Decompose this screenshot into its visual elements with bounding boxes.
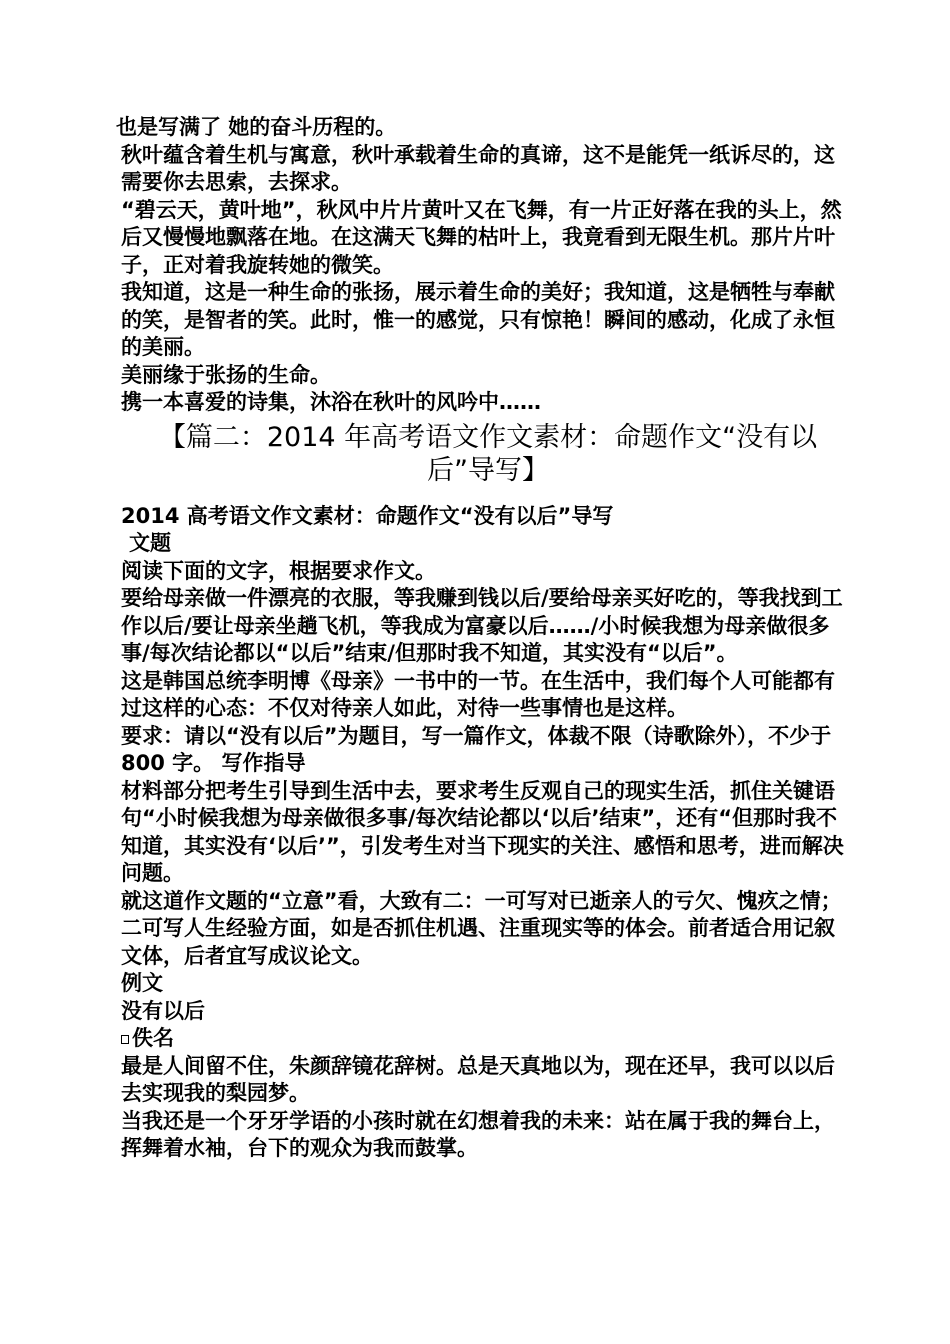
- essay-title: 没有以后: [121, 998, 205, 1023]
- paragraph: 要给母亲做一件漂亮的衣服，等我赚到钱以后/要给母亲买好吃的，等我找到工作以后/要让母亲坐趟飞机，等我成为富豪以后……/小时候我想为母亲做很多事/每次结论都以“以后”结束/但那时我不知道，其实没有“以后”。: [121, 586, 843, 665]
- paragraph: 携一本喜爱的诗集，沐浴在秋叶的风吟中……: [121, 390, 541, 414]
- paragraph: 阅读下面的文字，根据要求作文。: [121, 558, 436, 583]
- label-example: 例文: [121, 971, 163, 995]
- paragraph: 我知道，这是一种生命的张扬，展示着生命的美好；我知道，这是牺牲与奉献的笑，是智者的笑。此时，惟一的感觉，只有惊艳！瞬间的感动，化成了永恒的美丽。: [121, 280, 835, 359]
- section-heading-line: 【篇二：2014 年高考语文作文素材：命题作文“没有以: [158, 421, 818, 453]
- section-heading-line: 后”导写】: [427, 454, 549, 486]
- paragraph: 秋叶蕴含着生机与寓意，秋叶承载着生命的真谛，这不是能凭一纸诉尽的，这需要你去思索，去探求。: [121, 142, 835, 194]
- paragraph: 就这道作文题的“立意”看，大致有二：一可写对已逝亲人的亏欠、愧疚之情；二可写人生经验方面，如是否抓住机遇、注重现实等的体会。前者适合用记叙文体，后者宜写成议论文。: [121, 888, 842, 968]
- paragraph: 要求：请以“没有以后”为题目，写一篇作文，体裁不限（诗歌除外），不少于 800 字。 写作指导: [121, 723, 832, 775]
- author-line: [116, 1025, 846, 1053]
- paragraph: “碧云天，黄叶地”，秋风中片片黄叶又在飞舞，有一片正好落在我的头上，然后又慢慢地飘落在地。在这满天飞舞的枯叶上，我竟看到无限生机。那片片叶子，正对着我旋转她的微笑。: [121, 197, 842, 277]
- paragraph: 美丽缘于张扬的生命。: [121, 362, 331, 387]
- label-topic: 文题: [129, 531, 171, 555]
- paragraph: 最是人间留不住，朱颜辞镜花辞树。总是天真地以为，现在还早，我可以以后去实现我的梨园梦。: [121, 1053, 835, 1105]
- square-bullet-icon: [121, 1035, 129, 1044]
- author-name: 佚名: [132, 1026, 174, 1050]
- paragraph: 这是韩国总统李明博《母亲》一书中的一节。在生活中，我们每个人可能都有过这样的心态：不仅对待亲人如此，对待一些事情也是这样。: [121, 668, 835, 720]
- paragraph: 材料部分把考生引导到生活中去，要求考生反观自己的现实生活，抓住关键语句“小时候我想为母亲做很多事/每次结论都以‘以后’结束”，还有“但那时我不知道，其实没有‘以后’”，引发考生对当下现实的关注、感悟和思考，进而解决问题。: [121, 778, 844, 885]
- subtitle: 2014 高考语文作文素材：命题作文“没有以后”导写: [121, 503, 614, 528]
- section-heading: [116, 421, 846, 487]
- document-body: [116, 114, 846, 1163]
- paragraph: 当我还是一个牙牙学语的小孩时就在幻想着我的未来：站在属于我的舞台上，挥舞着水袖，台下的观众为我而鼓掌。: [121, 1108, 835, 1160]
- paragraph: 也是写满了 她的奋斗历程的。: [116, 115, 397, 139]
